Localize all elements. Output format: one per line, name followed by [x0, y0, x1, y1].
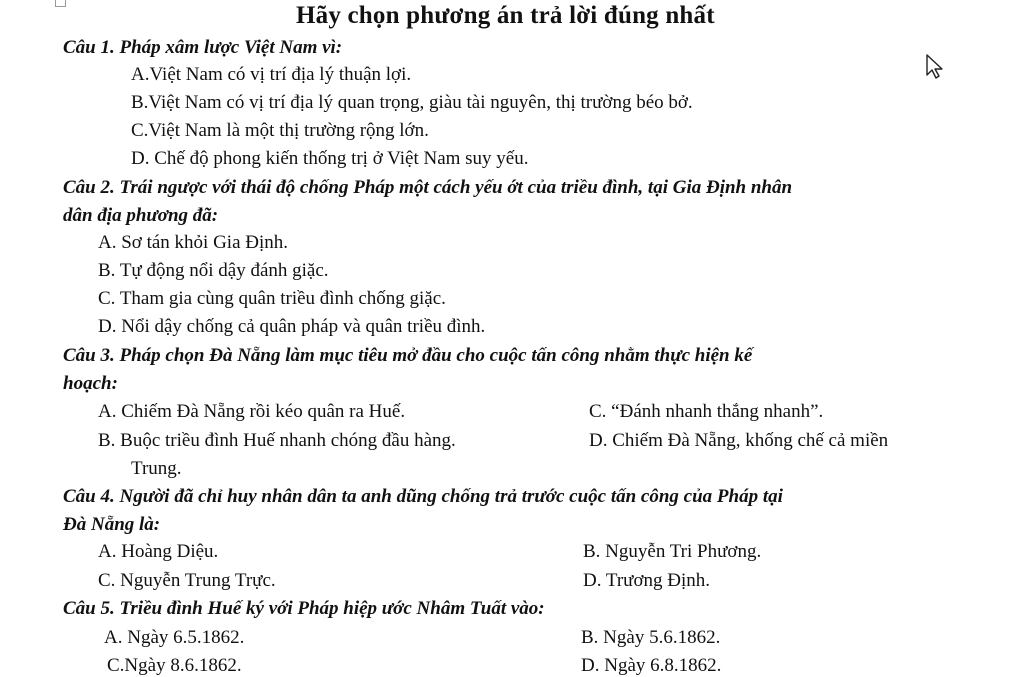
q4-option-b: B. Nguyễn Tri Phương. [583, 541, 762, 562]
page-title: Hãy chọn phương án trả lời đúng nhất [296, 2, 715, 29]
q2-option-c: C. Tham gia cùng quân triều đình chống giặc. [98, 288, 446, 309]
q5-option-d: D. Ngày 6.8.1862. [581, 655, 722, 676]
question-4-line-1: Câu 4. Người đã chỉ huy nhân dân ta anh dũng chống trả trước cuộc tấn công của Pháp tại [63, 486, 783, 507]
question-2-line-1: Câu 2. Trái ngược với thái độ chống Pháp một cách yếu ớt của triều đình, tại Gia Định nhân [63, 177, 793, 198]
q5-option-a: A. Ngày 6.5.1862. [104, 627, 245, 648]
q1-option-a: A.Việt Nam có vị trí địa lý thuận lợi. [131, 64, 412, 85]
question-1: Câu 1. Pháp xâm lược Việt Nam vì: [63, 37, 343, 58]
q3-option-b: B. Buộc triều đình Huế nhanh chóng đầu hàng. [98, 430, 456, 451]
q3-option-d-continued: Trung. [131, 458, 182, 479]
mouse-pointer-icon [925, 54, 947, 80]
question-3-line-1: Câu 3. Pháp chọn Đà Nẵng làm mục tiêu mở đầu cho cuộc tấn công nhằm thực hiện kế [63, 345, 753, 366]
q1-option-d: D. Chế độ phong kiến thống trị ở Việt Nam suy yếu. [131, 148, 529, 169]
q3-option-d: D. Chiếm Đà Nẵng, khống chế cả miền [589, 430, 889, 451]
q5-option-b: B. Ngày 5.6.1862. [581, 627, 721, 648]
q4-option-c: C. Nguyễn Trung Trực. [98, 570, 276, 591]
question-4-line-2: Đà Nẵng là: [63, 514, 161, 535]
page-corner-marker [55, 0, 66, 7]
q1-option-b: B.Việt Nam có vị trí địa lý quan trọng, giàu tài nguyên, thị trường béo bở. [131, 92, 693, 113]
q4-option-a: A. Hoàng Diệu. [98, 541, 219, 562]
q2-option-b: B. Tự động nổi dậy đánh giặc. [98, 260, 329, 281]
q2-option-d: D. Nổi dậy chống cả quân pháp và quân triều đình. [98, 316, 486, 337]
question-2-line-2: dân địa phương đã: [63, 205, 219, 226]
question-3-line-2: hoạch: [63, 373, 118, 394]
q3-option-c: C. “Đánh nhanh thắng nhanh”. [589, 401, 824, 422]
q2-option-a: A. Sơ tán khỏi Gia Định. [98, 232, 289, 253]
q4-option-d: D. Trương Định. [583, 570, 710, 591]
question-5: Câu 5. Triều đình Huế ký với Pháp hiệp ước Nhâm Tuất vào: [63, 598, 545, 619]
q3-option-a: A. Chiếm Đà Nẵng rồi kéo quân ra Huế. [98, 401, 406, 422]
q5-option-c: C.Ngày 8.6.1862. [107, 655, 242, 676]
q1-option-c: C.Việt Nam là một thị trường rộng lớn. [131, 120, 429, 141]
